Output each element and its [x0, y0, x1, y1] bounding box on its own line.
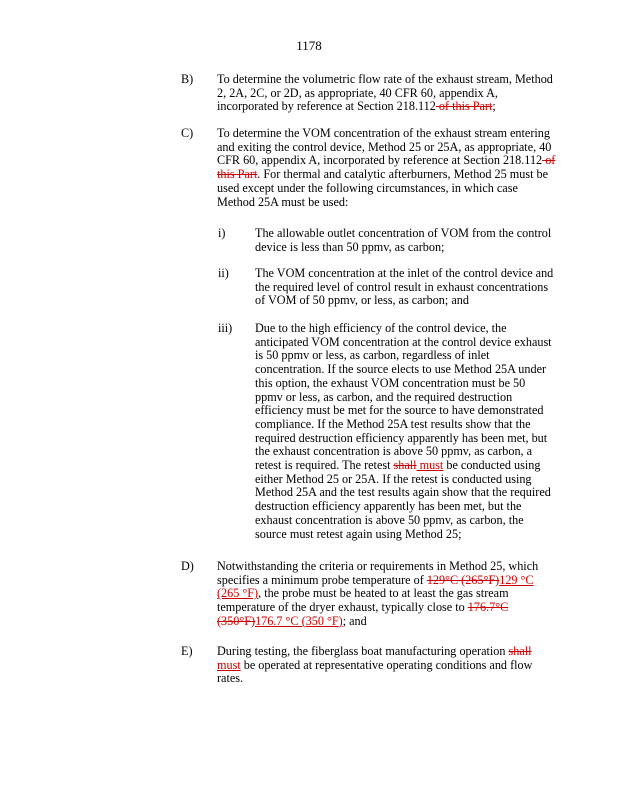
- item-c-label: C): [181, 126, 194, 140]
- item-b-label: B): [181, 72, 194, 86]
- item-e-label: E): [181, 644, 193, 658]
- item-c-text-1: To determine the VOM concentration of the exhaust stream entering and exiting the control device, Method 25 or 25A, as appropriate, 40 CFR 60, appendix A, incorporated by reference at Section 218.112: [217, 126, 552, 168]
- item-c-ii-label: ii): [218, 266, 229, 280]
- item-e-insertion: must: [217, 657, 241, 672]
- item-d-text-2: , the probe must be heated to at least the gas stream temperature of the dryer exhaust, typically close to: [217, 586, 509, 615]
- item-c-text: [217, 127, 557, 209]
- item-b-text-2: ;: [492, 99, 496, 114]
- item-d-text-3: ; and: [342, 613, 367, 628]
- item-d-insertion-2: 176.7 °C (350 °F): [255, 613, 343, 628]
- item-d-insertion-1: 129 °C (265 °F): [217, 572, 534, 601]
- item-c-iii-text-2: be conducted using either Method 25 or 25A. If the retest is conducted using Method 25A and the test results again show that the required destruction efficiency apparently has been met, but the exhaust concentration is above 50 ppmv, as carbon, the source must retest again using Method 25;: [255, 458, 551, 541]
- item-d-label: D): [181, 559, 194, 573]
- item-c-i-label: i): [218, 226, 226, 240]
- item-c-iii-text: [255, 322, 555, 541]
- item-c-iii-text-1: Due to the high efficiency of the control device, the anticipated VOM concentration at the control device exhaust is 50 ppmv or less, as carbon, regardless of inlet concentration. If the source elects to use Method 25A under this option, the exhaust VOM concentration must be 50 ppmv or less, as carbon, and the required destruction efficiency must be met for the source to have demonstrated compliance. If the Method 25A test results show that the required destruction efficiency apparently has been met, but the exhaust concentration is above 50 ppmv, as carbon, a retest is required. The retest: [255, 321, 552, 473]
- item-d-text: [217, 560, 557, 629]
- page-number: 1178: [296, 38, 322, 53]
- item-c-text-2: . For thermal and catalytic afterburners, Method 25 must be used except under the following circumstances, in which case Method 25A must be used:: [217, 167, 549, 209]
- item-d-deletion-1: 129°C (265°F): [426, 572, 500, 587]
- item-c-ii-text: The VOM concentration at the inlet of the control device and the required level of control result in exhaust concentrations of VOM of 50 ppmv, or less, as carbon; and: [255, 266, 554, 308]
- item-c-iii-insertion: must: [416, 458, 444, 473]
- item-e-text-1: During testing, the fiberglass boat manufacturing operation: [217, 644, 509, 658]
- item-b-deletion: of this Part: [435, 99, 493, 114]
- item-e-text-2: be operated at representative operating conditions and flow rates.: [217, 657, 533, 686]
- item-c-iii-deletion: shall: [393, 458, 417, 473]
- item-b-text-1: To determine the volumetric flow rate of the exhaust stream, Method 2, 2A, 2C, or 2D, as appropriate, 40 CFR 60, appendix A, incorporated by reference at Section 218.112: [217, 72, 553, 114]
- item-c-deletion: of this Part: [217, 153, 556, 182]
- item-c-iii-label: iii): [218, 321, 233, 335]
- item-d-deletion-2: 176.7°C (350°F): [217, 600, 509, 628]
- item-d-text-1: Notwithstanding the criteria or requirements in Method 25, which specifies a minimum probe temperature of: [217, 559, 539, 587]
- item-c-i-text: The allowable outlet concentration of VOM from the control device is less than 50 ppmv, as carbon;: [255, 226, 552, 254]
- item-e-deletion: shall: [508, 644, 532, 658]
- item-b-text: [217, 73, 557, 114]
- item-e-text: [217, 645, 557, 686]
